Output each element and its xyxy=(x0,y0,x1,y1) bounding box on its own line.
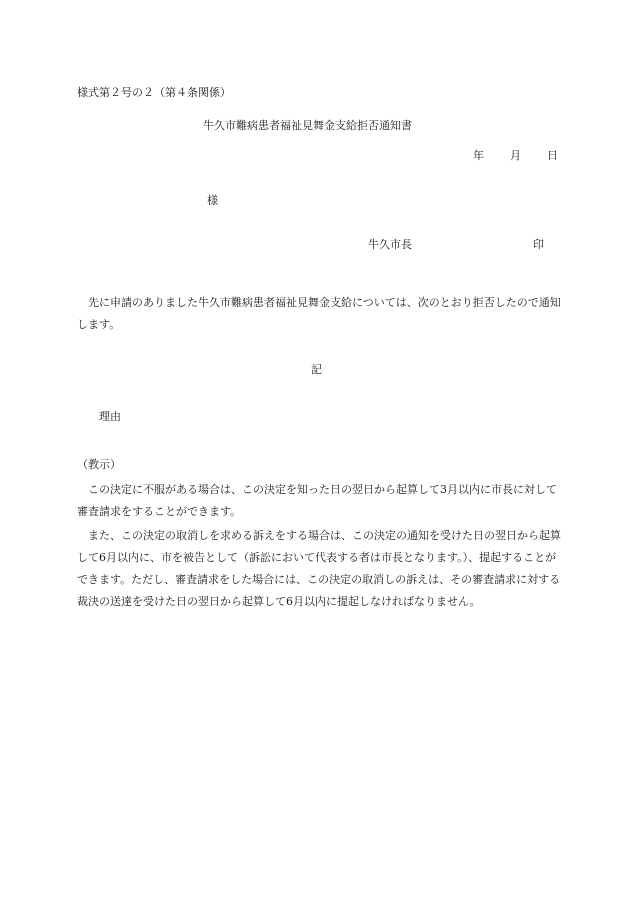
seal-mark: 印 xyxy=(533,238,544,251)
reason-label: 理由 xyxy=(99,410,121,423)
date-month-label: 月 xyxy=(510,149,521,162)
instruction-paragraph-1: この決定に不服がある場合は、この決定を知った日の翌日から起算して3月以内に市長に対して審査請求をすることができます。 xyxy=(77,483,557,518)
form-number: 様式第２号の２（第４条関係） xyxy=(77,86,231,99)
document-title: 牛久市難病患者福祉見舞金支給拒否通知書 xyxy=(203,119,412,132)
date-year-label: 年 xyxy=(473,149,484,162)
date-line xyxy=(473,150,558,161)
date-day-label: 日 xyxy=(547,149,558,162)
instruction-heading: （教示） xyxy=(77,458,121,471)
intro-paragraph: 先に申請のありました牛久市難病患者福祉見舞金支給については、次のとおり拒否したので通知します。 xyxy=(77,296,561,331)
issuer-name: 牛久市長 xyxy=(368,238,412,251)
addressee-suffix: 様 xyxy=(207,194,218,207)
ki-heading: 記 xyxy=(311,363,322,376)
instruction-paragraph-2: また、この決定の取消しを求める訴えをする場合は、この決定の通知を受けた日の翌日から起算して6月以内に、市を被告として（訴訟において代表する者は市長となります。）、提起することができます。ただし、審査請求をした場合には、この決定の取消しの訴えは、その審査請求に対する裁決の送達を受けた日の翌日から起算して6月以内に提起しなければなりません。 xyxy=(77,529,561,608)
